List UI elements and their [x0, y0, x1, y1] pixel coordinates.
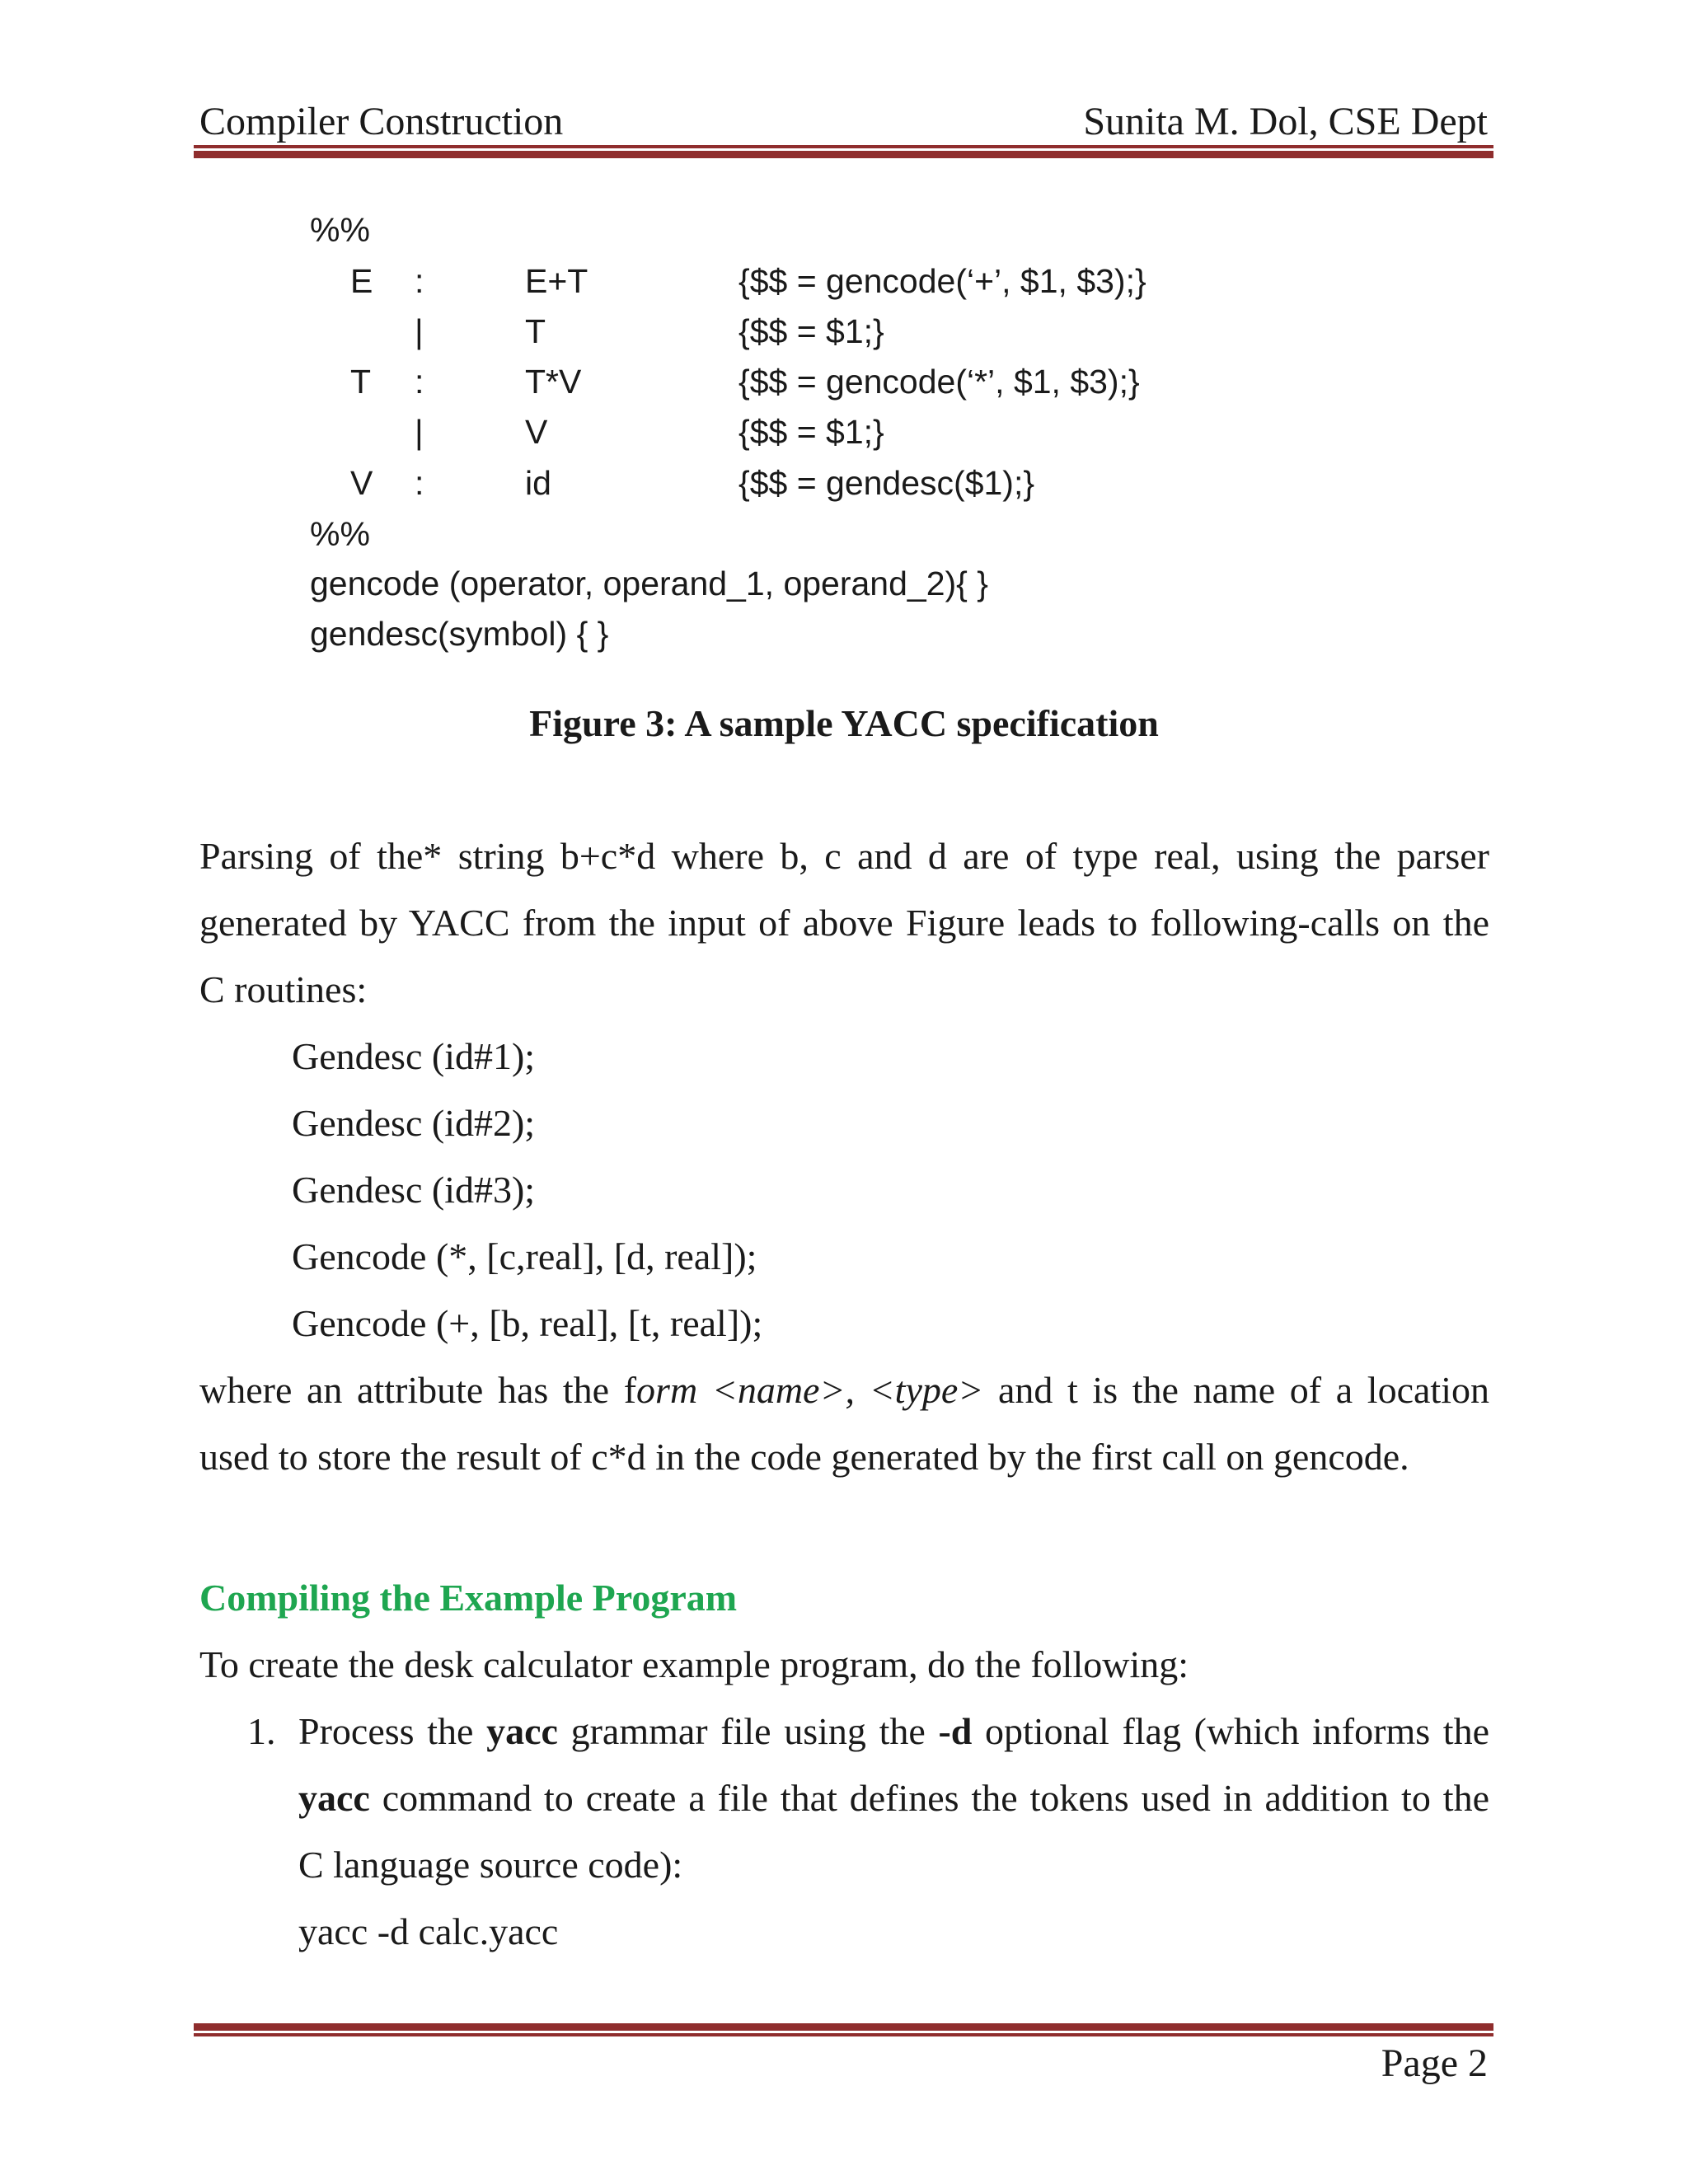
figure-caption: Figure 3: A sample YACC specification	[529, 702, 1159, 744]
code-delimiter-bottom: %%	[310, 515, 370, 553]
code-sep: :	[415, 464, 424, 502]
code-sep: |	[415, 312, 424, 350]
code-action: {$$ = $1;}	[738, 413, 884, 451]
code-action: {$$ = gencode(‘*’, $1, $3);}	[738, 363, 1140, 401]
text-run: where an attribute has the f	[199, 1369, 637, 1411]
text-run: Process the	[298, 1710, 487, 1752]
step-command: yacc -d calc.yacc	[298, 1910, 559, 1952]
code-action: {$$ = gencode(‘+’, $1, $3);}	[738, 262, 1146, 300]
step-line	[298, 1698, 1489, 1765]
code-rhs: E+T	[525, 262, 588, 300]
code-lhs: V	[350, 464, 373, 502]
routine-call: Gencode (+, [b, real], [t, real]);	[292, 1302, 763, 1344]
code-sep: |	[415, 413, 424, 451]
step-line	[298, 1765, 1489, 1831]
code-action: {$$ = gendesc($1);}	[738, 464, 1035, 502]
paragraph-line: generated by YACC from the input of above Figure leads to following-calls on the	[199, 902, 1489, 944]
code-action: {$$ = $1;}	[738, 312, 884, 350]
step-number: 1.	[247, 1710, 276, 1752]
code-lhs: T	[350, 363, 372, 401]
bold-run: -d	[938, 1710, 973, 1752]
code-sep: :	[415, 262, 424, 300]
routine-call: Gendesc (id#2);	[292, 1102, 536, 1144]
text-run: optional flag (which informs the	[972, 1710, 1489, 1752]
code-gendesc-func: gendesc(symbol) { }	[310, 615, 609, 653]
header-rule-thin	[194, 145, 1493, 148]
text-run: grammar file using the	[557, 1710, 939, 1752]
code-rhs: id	[525, 464, 551, 502]
page-number: Page 2	[1381, 2041, 1488, 2085]
paragraph-line: used to store the result of c*d in the code generated by the first call on gencode.	[199, 1436, 1409, 1478]
code-gencode-func: gencode (operator, operand_1, operand_2){ }	[310, 565, 988, 602]
step-line: C language source code):	[298, 1844, 683, 1886]
bold-run: yacc	[298, 1777, 370, 1819]
code-sep: :	[415, 363, 424, 401]
header-author: Sunita M. Dol, CSE Dept	[1083, 100, 1488, 143]
header-title: Compiler Construction	[199, 100, 564, 143]
code-rhs: T*V	[525, 363, 582, 401]
paragraph-line	[199, 1357, 1489, 1423]
header-rule-thick	[194, 151, 1493, 158]
code-delimiter-top: %%	[310, 211, 370, 249]
code-rhs: V	[525, 413, 548, 451]
routine-call: Gendesc (id#1);	[292, 1035, 536, 1077]
bold-run: yacc	[486, 1710, 558, 1752]
section-intro: To create the desk calculator example program, do the following:	[199, 1643, 1189, 1685]
footer-rule-thin	[194, 2033, 1493, 2036]
paragraph-line: C routines:	[199, 968, 368, 1010]
routine-call: Gendesc (id#3);	[292, 1169, 536, 1211]
text-run: and t is the name of a location	[983, 1369, 1489, 1411]
routine-call: Gencode (*, [c,real], [d, real]);	[292, 1235, 757, 1277]
italic-run: orm <name>, <type>	[636, 1369, 984, 1411]
paragraph-line: Parsing of the* string b+c*d where b, c and d are of type real, using the parser	[199, 835, 1489, 877]
footer-rule-thick	[194, 2023, 1493, 2031]
code-lhs: E	[350, 262, 373, 300]
section-heading: Compiling the Example Program	[199, 1577, 738, 1619]
code-rhs: T	[525, 312, 546, 350]
text-run: command to create a file that defines the tokens used in addition to the	[369, 1777, 1489, 1819]
